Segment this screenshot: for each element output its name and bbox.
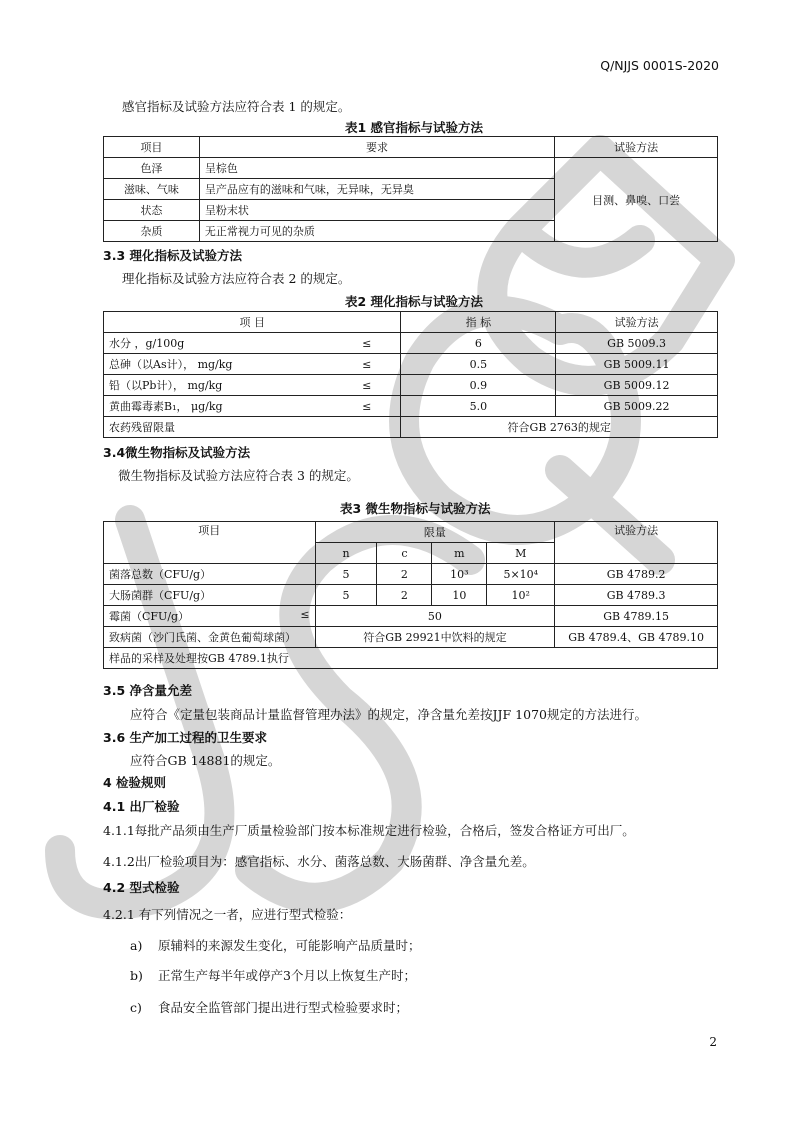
table3-cell-c: 2 bbox=[377, 585, 432, 606]
table2-cell-method: GB 5009.22 bbox=[556, 396, 718, 417]
list-marker: c) bbox=[130, 1000, 142, 1015]
table1-cell-method: 目测、鼻嗅、口尝 bbox=[555, 158, 718, 242]
table1-header-item: 项目 bbox=[104, 137, 200, 158]
list-item bbox=[130, 936, 421, 954]
table2-cell-op: ≤ bbox=[333, 333, 401, 354]
table2-cell-value: 5.0 bbox=[401, 396, 556, 417]
table1-cell-item: 杂质 bbox=[104, 221, 200, 242]
table3-cell-M: 5×10⁴ bbox=[487, 564, 555, 585]
list-item bbox=[130, 966, 416, 984]
table2-cell-method: GB 5009.12 bbox=[556, 375, 718, 396]
table1-cell-item: 色泽 bbox=[104, 158, 200, 179]
table2-cell-item: 铅（以Pb计）， mg/kg bbox=[104, 375, 334, 396]
table3-cell-c: 2 bbox=[377, 564, 432, 585]
table3-header-item: 项目 bbox=[104, 522, 316, 564]
table3-cell-value: 50 bbox=[315, 606, 555, 627]
table1-caption: 表1 感官指标与试验方法 bbox=[345, 120, 484, 135]
doc-code: Q/NJJS 0001S-2020 bbox=[600, 58, 719, 73]
section-3-3-text: 理化指标及试验方法应符合表 2 的规定。 bbox=[122, 271, 351, 286]
table2-header-index: 指 标 bbox=[401, 312, 556, 333]
table3-cell-item: 菌落总数（CFU/g） bbox=[104, 564, 316, 585]
section-3-6-text: 应符合GB 14881的规定。 bbox=[130, 753, 281, 768]
table3-cell-op: ≤ bbox=[300, 608, 310, 621]
table3-sub-M: M bbox=[487, 543, 555, 564]
section-3-5-text: 应符合《定量包装商品计量监督管理办法》的规定，净含量允差按JJF 1070规定的方法进行。 bbox=[130, 707, 647, 722]
table2-cell-item: 水分 ，g/100g bbox=[104, 333, 334, 354]
table2-cell-op: ≤ bbox=[333, 375, 401, 396]
table1-cell-req: 无正常视力可见的杂质 bbox=[199, 221, 554, 242]
table3-sub-m: m bbox=[432, 543, 487, 564]
table1-cell-req: 呈粉末状 bbox=[199, 200, 554, 221]
page-number: 2 bbox=[709, 1035, 717, 1049]
section-4-heading: 4 检验规则 bbox=[103, 775, 167, 790]
table2-caption: 表2 理化指标与试验方法 bbox=[345, 294, 484, 309]
table3-cell-method: GB 4789.15 bbox=[555, 606, 718, 627]
table2-cell-value: 0.5 bbox=[401, 354, 556, 375]
section-3-5-heading: 3.5 净含量允差 bbox=[103, 683, 192, 698]
para-4-1-2: 4.1.2出厂检验项目为：感官指标、水分、菌落总数、大肠菌群、净含量允差。 bbox=[103, 854, 535, 869]
para-4-2-1: 4.2.1 有下列情况之一者，应进行型式检验： bbox=[103, 907, 352, 922]
table1-cell-item: 状态 bbox=[104, 200, 200, 221]
section-3-6-heading: 3.6 生产加工过程的卫生要求 bbox=[103, 730, 267, 745]
table2-cell-value: 6 bbox=[401, 333, 556, 354]
table3-cell-m: 10 bbox=[432, 585, 487, 606]
table2-cell-item: 农药残留限量 bbox=[104, 417, 401, 438]
section-4-1-heading: 4.1 出厂检验 bbox=[103, 799, 180, 814]
table1-sensory bbox=[103, 136, 718, 242]
section-3-4-heading: 3.4微生物指标及试验方法 bbox=[103, 445, 251, 460]
table3-cell-m: 10³ bbox=[432, 564, 487, 585]
table2-physchem bbox=[103, 311, 718, 438]
table2-cell-value: 0.9 bbox=[401, 375, 556, 396]
table3-sub-c: c bbox=[377, 543, 432, 564]
section-3-3-heading: 3.3 理化指标及试验方法 bbox=[103, 248, 242, 263]
table2-cell-op: ≤ bbox=[333, 354, 401, 375]
table2-cell-item: 黄曲霉毒素B₁， μg/kg bbox=[104, 396, 334, 417]
table3-cell-method: GB 4789.3 bbox=[555, 585, 718, 606]
table3-cell-item: 大肠菌群（CFU/g） bbox=[104, 585, 316, 606]
table3-cell-item: 致病菌（沙门氏菌、金黄色葡萄球菌） bbox=[104, 627, 316, 648]
table3-header-limit: 限量 bbox=[315, 522, 555, 543]
table1-cell-req: 呈产品应有的滋味和气味，无异味，无异臭 bbox=[199, 179, 554, 200]
table3-cell-item-text: 霉菌（CFU/g） bbox=[109, 610, 190, 623]
list-text: 食品安全监管部门提出进行型式检验要求时； bbox=[158, 1000, 409, 1015]
table3-cell-item bbox=[104, 606, 316, 627]
table2-header-item: 项 目 bbox=[104, 312, 401, 333]
table2-cell-value: 符合GB 2763的规定 bbox=[401, 417, 718, 438]
table1-cell-item: 滋味、气味 bbox=[104, 179, 200, 200]
table2-cell-item: 总砷（以As计）， mg/kg bbox=[104, 354, 334, 375]
table1-header-req: 要求 bbox=[199, 137, 554, 158]
table3-cell-method: GB 4789.2 bbox=[555, 564, 718, 585]
table3-micro bbox=[103, 521, 718, 669]
list-text: 正常生产每半年或停产3个月以上恢复生产时； bbox=[158, 968, 416, 983]
table3-header-method: 试验方法 bbox=[555, 522, 718, 564]
table2-cell-method: GB 5009.11 bbox=[556, 354, 718, 375]
table3-cell-n: 5 bbox=[315, 564, 377, 585]
table3-caption: 表3 微生物指标与试验方法 bbox=[340, 501, 491, 516]
table1-cell-req: 呈棕色 bbox=[199, 158, 554, 179]
list-marker: b) bbox=[130, 968, 143, 983]
list-marker: a) bbox=[130, 938, 143, 953]
list-item bbox=[130, 998, 408, 1016]
list-text: 原辅料的来源发生变化，可能影响产品质量时； bbox=[158, 938, 421, 953]
table2-cell-method: GB 5009.3 bbox=[556, 333, 718, 354]
table2-header-method: 试验方法 bbox=[556, 312, 718, 333]
table3-cell-value: 符合GB 29921中饮料的规定 bbox=[315, 627, 555, 648]
table3-note: 样品的采样及处理按GB 4789.1执行 bbox=[104, 648, 718, 669]
table2-cell-op: ≤ bbox=[333, 396, 401, 417]
table3-cell-n: 5 bbox=[315, 585, 377, 606]
table3-sub-n: n bbox=[315, 543, 377, 564]
table3-cell-method: GB 4789.4、GB 4789.10 bbox=[555, 627, 718, 648]
table3-cell-M: 10² bbox=[487, 585, 555, 606]
intro-sensory: 感官指标及试验方法应符合表 1 的规定。 bbox=[122, 99, 351, 114]
section-3-4-text: 微生物指标及试验方法应符合表 3 的规定。 bbox=[118, 468, 359, 483]
table1-header-method: 试验方法 bbox=[555, 137, 718, 158]
para-4-1-1: 4.1.1每批产品须由生产厂质量检验部门按本标准规定进行检验，合格后，签发合格证方可出厂。 bbox=[103, 823, 635, 838]
section-4-2-heading: 4.2 型式检验 bbox=[103, 880, 180, 895]
